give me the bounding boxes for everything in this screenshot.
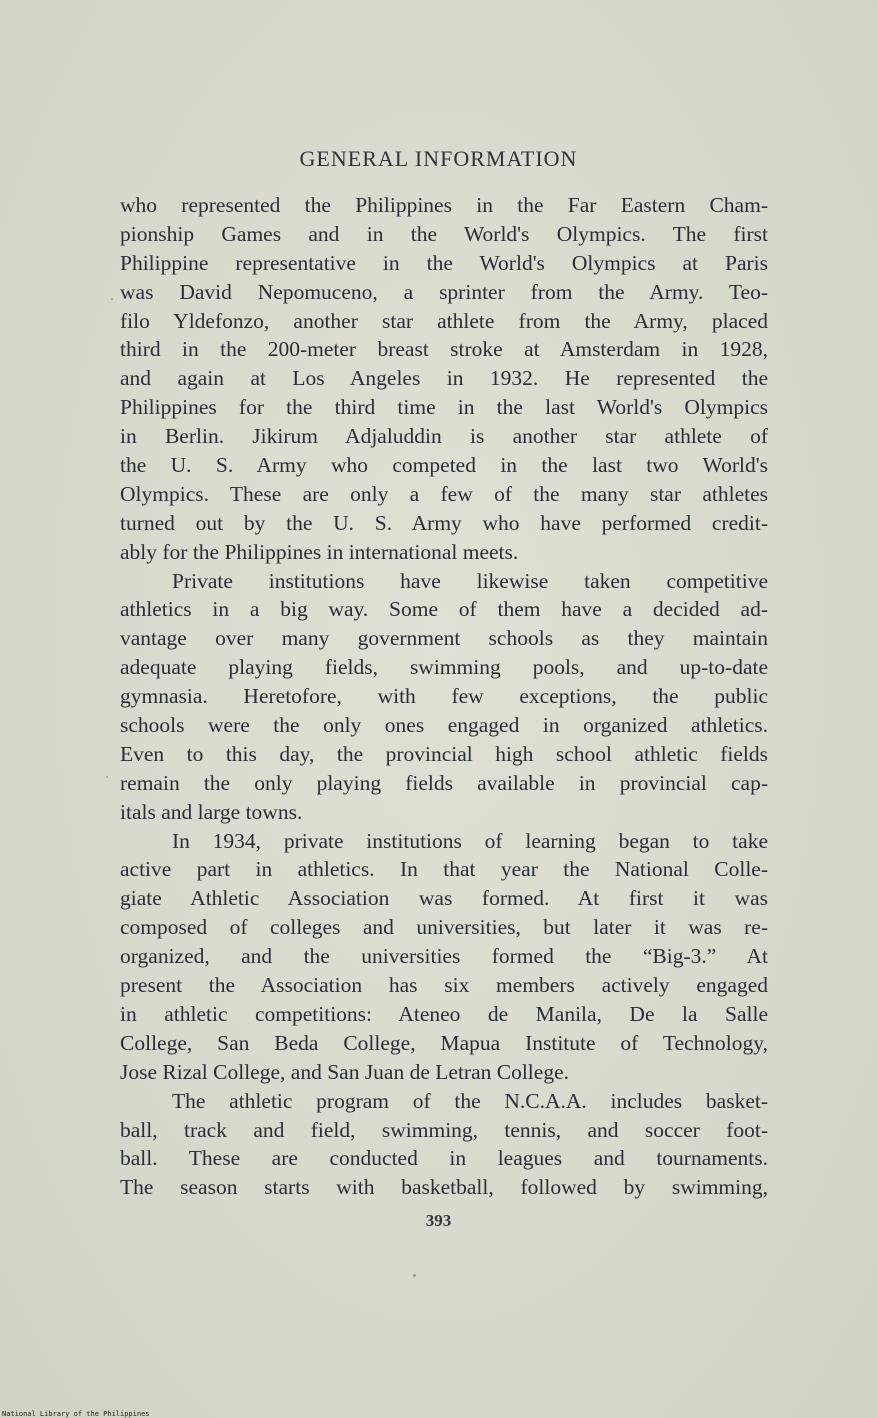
text-line: who represented the Philippines in the Far Eastern Cham- xyxy=(120,193,768,217)
text-line: itals and large towns. xyxy=(120,799,303,824)
paragraph-1 xyxy=(120,191,768,567)
text-line: composed of colleges and universities, but later it was re- xyxy=(120,915,768,940)
text-line: in athletic competitions: Ateneo de Manila, De la Salle xyxy=(120,1001,768,1026)
footer-credit: National Library of the Philippines xyxy=(2,1410,150,1418)
text-line: in Berlin. Jikirum Adjaluddin is another star athlete of xyxy=(120,424,768,449)
text-line: and again at Los Angeles in 1932. He represented the xyxy=(120,366,768,391)
text-line: Philippine representative in the World's Olympics at Paris xyxy=(120,250,768,275)
paragraph-2 xyxy=(120,567,768,827)
text-line: giate Athletic Association was formed. At first it was xyxy=(120,886,768,911)
paper-speck xyxy=(111,298,113,300)
text-line: organized, and the universities formed the “Big-3.” At xyxy=(120,944,768,969)
text-line: active part in athletics. In that year the National Colle- xyxy=(120,857,768,882)
page-number: 393 xyxy=(425,1211,452,1230)
text-line: The season starts with basketball, followed by swimming, xyxy=(120,1175,768,1200)
text-line: Jose Rizal College, and San Juan de Letran College. xyxy=(120,1059,569,1084)
text-line: adequate playing fields, swimming pools, and up-to-date xyxy=(120,655,768,680)
running-head: GENERAL INFORMATION xyxy=(299,146,578,171)
text-line: ball, track and field, swimming, tennis, and soccer foot- xyxy=(120,1117,768,1142)
text-line: present the Association has six members actively engaged xyxy=(120,973,768,998)
paragraph-4 xyxy=(120,1087,768,1203)
paper-speck xyxy=(106,776,108,778)
text-line: Philippines for the third time in the last World's Olympics xyxy=(120,395,768,420)
text-line: In 1934, private institutions of learning began to take xyxy=(172,828,768,853)
text-line: pionship Games and in the World's Olympics. The first xyxy=(120,221,768,246)
text-line: vantage over many government schools as they maintain xyxy=(120,626,768,651)
text-line: schools were the only ones engaged in organized athletics. xyxy=(120,713,768,738)
text-line: Olympics. These are only a few of the many star athletes xyxy=(120,481,768,506)
text-line: athletics in a big way. Some of them have a decided ad- xyxy=(120,597,768,622)
text-line: Private institutions have likewise taken competitive xyxy=(172,568,768,593)
text-line: turned out by the U. S. Army who have performed credit- xyxy=(120,510,768,535)
text-line: was David Nepomuceno, a sprinter from the Army. Teo- xyxy=(120,279,768,304)
text-line: gymnasia. Heretofore, with few exceptions, the public xyxy=(120,684,768,709)
text-line: College, San Beda College, Mapua Institute of Technology, xyxy=(120,1030,768,1055)
paper-speck xyxy=(413,1274,416,1277)
text-line: The athletic program of the N.C.A.A. includes basket- xyxy=(172,1088,768,1113)
text-line: third in the 200-meter breast stroke at Amsterdam in 1928, xyxy=(120,337,768,362)
text-line: the U. S. Army who competed in the last two World's xyxy=(120,453,768,478)
text-line: Even to this day, the provincial high school athletic fields xyxy=(120,741,768,766)
text-line: filo Yldefonzo, another star athlete from the Army, placed xyxy=(120,308,768,333)
paragraph-3 xyxy=(120,827,768,1087)
text-line: ably for the Philippines in international meets. xyxy=(120,539,519,564)
text-line: ball. These are conducted in leagues and tournaments. xyxy=(120,1146,768,1171)
text-line: remain the only playing fields available in provincial cap- xyxy=(120,770,768,795)
body-text xyxy=(120,191,768,1202)
